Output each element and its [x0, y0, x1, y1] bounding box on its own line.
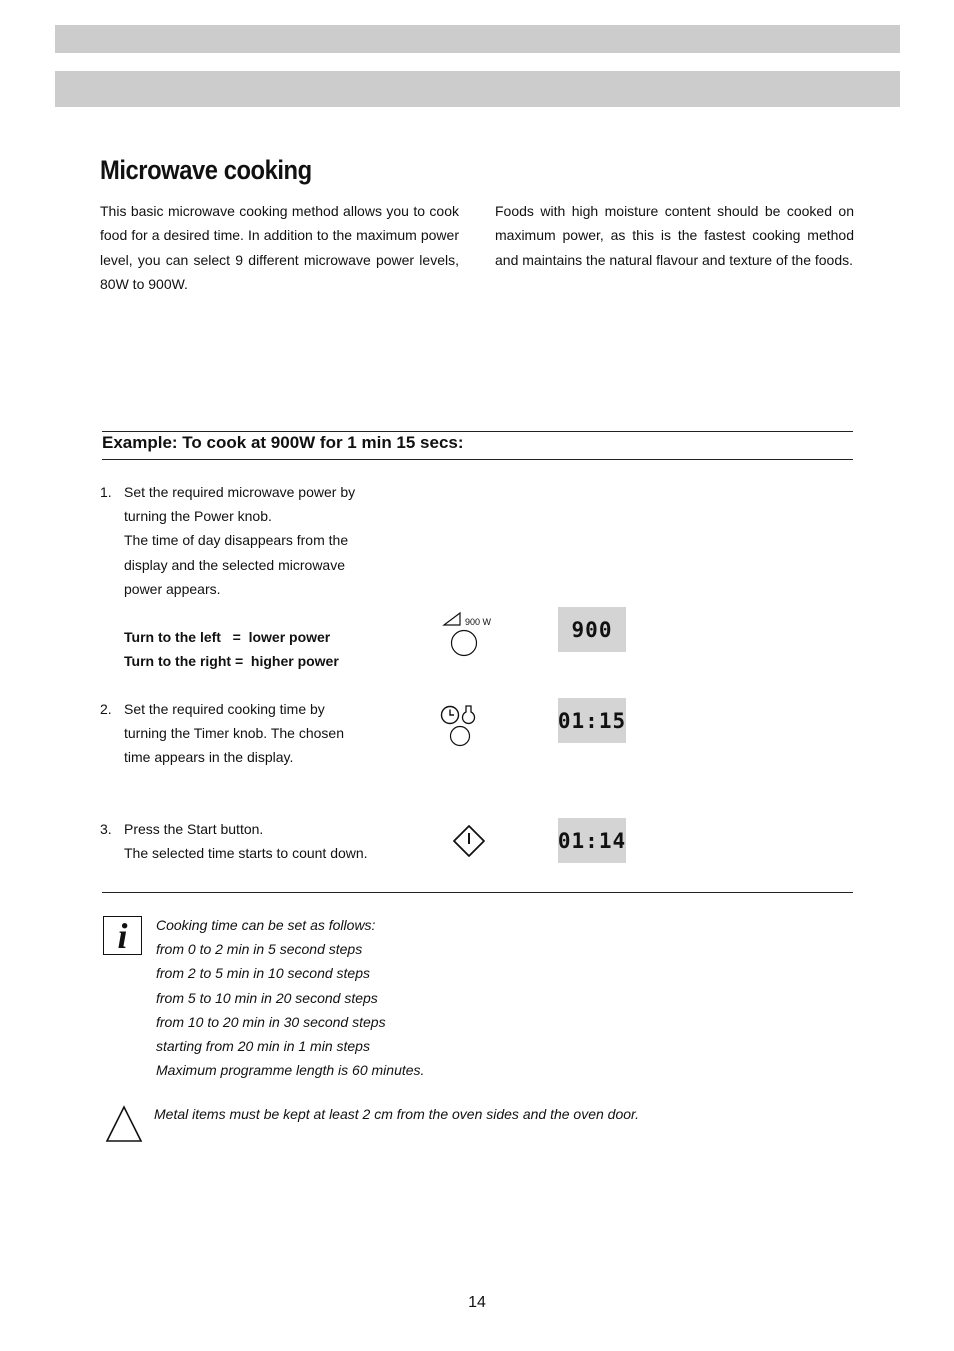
step-number: 1. — [100, 484, 112, 500]
step-line: display and the selected microwave — [124, 556, 346, 573]
header-bar-top — [55, 25, 900, 53]
step-number: 2. — [100, 701, 112, 717]
info-line: from 5 to 10 min in 20 second steps — [156, 989, 378, 1006]
display-power: 900 — [558, 607, 626, 652]
spacer — [124, 601, 414, 625]
warning-triangle-icon — [105, 1105, 143, 1143]
power-knob-icon — [440, 612, 496, 658]
step-line: The time of day disappears from the — [124, 532, 349, 549]
step-number: 3. — [100, 821, 112, 837]
info-line: Maximum programme length is 60 minutes. — [156, 1062, 425, 1079]
power-knob-label: 900 W — [465, 617, 492, 627]
direction-right-line: Turn to the right = higher power — [124, 653, 339, 670]
intro-left-paragraph: This basic microwave cooking method allows you to cook food for a desired time. In addition to the maximum power level, you can select 9 different microwave power levels, 80W to 900W. — [100, 203, 459, 292]
info-line: from 2 to 5 min in 10 second steps — [156, 965, 370, 982]
info-line: from 0 to 2 min in 5 second steps — [156, 941, 363, 958]
step-line: Press the Start button. — [124, 821, 264, 837]
step-text — [124, 817, 414, 865]
step-text — [124, 480, 414, 674]
info-icon: i — [103, 916, 142, 955]
example-bottom-rule — [102, 892, 853, 893]
info-note — [156, 913, 424, 1082]
step-text — [124, 697, 414, 770]
step-line: turning the Power knob. — [124, 508, 272, 525]
display-time-set: 01:15 — [558, 698, 626, 743]
intro-right-paragraph: Foods with high moisture content should be cooked on maximum power, as this is the fastest cooking method and maintains the natural flavour and texture of the foods. — [495, 203, 854, 268]
info-line: from 10 to 20 min in 30 second steps — [156, 1013, 386, 1030]
example-top-rule — [102, 431, 853, 432]
start-button-icon — [452, 824, 486, 858]
display-countdown: 01:14 — [558, 818, 626, 863]
direction-left-line: Turn to the left = lower power — [124, 629, 331, 646]
example-heading-rule — [102, 459, 853, 460]
step-line: Set the required microwave power by — [124, 484, 356, 500]
page-title: Microwave cooking — [100, 155, 312, 185]
page-number: 14 — [468, 1294, 486, 1311]
step-line: time appears in the display. — [124, 749, 294, 766]
step-line: turning the Timer knob. The chosen — [124, 725, 344, 742]
header-bar-bottom — [55, 71, 900, 107]
step-line: power appears. — [124, 580, 221, 597]
timer-knob-icon — [438, 702, 482, 748]
step-line: The selected time starts to count down. — [124, 845, 368, 862]
example-heading: Example: To cook at 900W for 1 min 15 secs: — [102, 433, 464, 452]
info-line: starting from 20 min in 1 min steps — [156, 1038, 370, 1055]
step-line: Set the required cooking time by — [124, 701, 325, 717]
warning-text: Metal items must be kept at least 2 cm from the oven sides and the oven door. — [154, 1106, 640, 1122]
info-line: Cooking time can be set as follows: — [156, 917, 376, 933]
